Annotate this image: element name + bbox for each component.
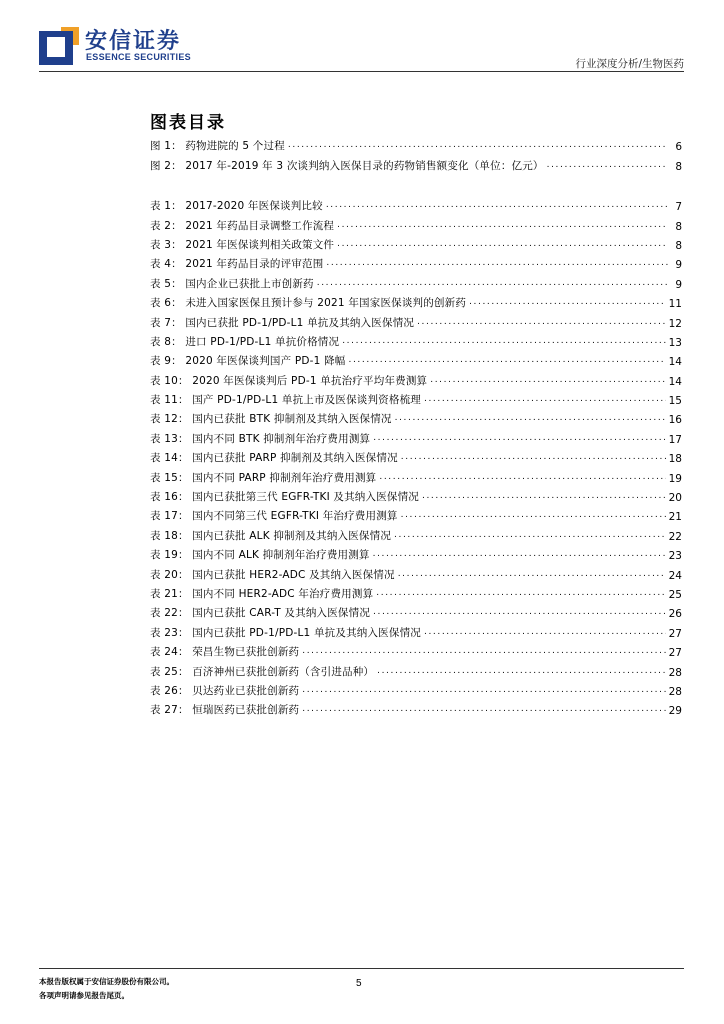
toc-entry-table-2[interactable]	[150, 213, 682, 232]
toc-entry-table-10[interactable]	[150, 368, 682, 387]
toc-entry-page: 23	[668, 550, 682, 563]
toc-entry-page: 9	[675, 278, 682, 291]
toc-entry-label: 表 14： 国内已获批 PARP 抑制剂及其纳入医保情况	[150, 452, 398, 465]
dot-leader	[373, 549, 666, 559]
toc-entry-table-22[interactable]	[150, 601, 682, 620]
dot-leader	[379, 472, 665, 482]
toc-entry-page: 25	[668, 588, 682, 601]
toc-entry-table-4[interactable]	[150, 252, 682, 271]
dot-leader	[424, 394, 666, 404]
toc-entry-label: 表 13： 国内不同 BTK 抑制剂年治疗费用测算	[150, 432, 371, 445]
toc-entry-page: 29	[668, 705, 682, 718]
report-category: 行业深度分析/生物医药	[575, 58, 684, 70]
header-divider	[39, 71, 684, 72]
toc-entry-table-23[interactable]	[150, 620, 682, 639]
toc-list	[150, 134, 682, 717]
toc-entry-page: 8	[675, 160, 682, 173]
toc-entry-table-8[interactable]	[150, 330, 682, 349]
toc-entry-table-24[interactable]	[150, 640, 682, 659]
toc-entry-page: 11	[668, 298, 682, 311]
toc-entry-table-15[interactable]	[150, 465, 682, 484]
toc-entry-label: 表 2： 2021 年药品目录调整工作流程	[150, 219, 335, 232]
dot-leader	[417, 317, 666, 327]
toc-entry-table-13[interactable]	[150, 426, 682, 445]
toc-entry-label: 表 1： 2017-2020 年医保谈判比较	[150, 200, 323, 213]
toc-entry-page: 28	[668, 666, 682, 679]
toc-entry-page: 19	[668, 472, 682, 485]
toc-entry-label: 表 9： 2020 年医保谈判国产 PD-1 降幅	[150, 355, 346, 368]
dot-leader	[302, 685, 665, 695]
toc-entry-table-17[interactable]	[150, 504, 682, 523]
toc-entry-label: 表 6： 未进入国家医保且预计参与 2021 年国家医保谈判的创新药	[150, 297, 467, 310]
toc-entry-table-3[interactable]	[150, 233, 682, 252]
toc-entry-page: 8	[675, 239, 682, 252]
dot-leader	[422, 491, 666, 501]
toc-entry-page: 27	[668, 647, 682, 660]
toc-entry-table-11[interactable]	[150, 388, 682, 407]
dot-leader	[469, 297, 666, 307]
toc-entry-label: 表 3： 2021 年医保谈判相关政策文件	[150, 238, 335, 251]
dot-leader	[398, 569, 666, 579]
toc-entry-figure-1[interactable]	[150, 134, 682, 153]
toc-entry-table-1[interactable]	[150, 194, 682, 213]
toc-entry-label: 表 26： 贝达药业已获批创新药	[150, 684, 300, 697]
toc-entry-page: 20	[668, 492, 682, 505]
toc-title: 图表目录	[150, 113, 226, 133]
toc-entry-page: 22	[668, 530, 682, 543]
toc-entry-page: 13	[668, 336, 682, 349]
toc-entry-label: 图 1： 药物进院的 5 个过程	[150, 140, 285, 153]
toc-entry-table-12[interactable]	[150, 407, 682, 426]
dot-leader	[394, 530, 666, 540]
toc-entry-label: 表 22： 国内已获批 CAR-T 及其纳入医保情况	[150, 607, 371, 620]
toc-entry-label: 表 24： 荣昌生物已获批创新药	[150, 646, 300, 659]
dot-leader	[430, 375, 665, 385]
toc-entry-page: 17	[668, 433, 682, 446]
toc-entry-table-19[interactable]	[150, 543, 682, 562]
toc-entry-label: 表 19： 国内不同 ALK 抑制剂年治疗费用测算	[150, 549, 370, 562]
toc-entry-table-5[interactable]	[150, 271, 682, 290]
essence-securities-logo-icon	[39, 27, 79, 65]
toc-entry-table-14[interactable]	[150, 446, 682, 465]
toc-entry-page: 8	[675, 220, 682, 233]
toc-entry-page: 26	[668, 608, 682, 621]
toc-entry-table-25[interactable]	[150, 659, 682, 678]
dot-leader	[401, 452, 666, 462]
toc-entry-page: 21	[668, 511, 682, 524]
disclaimer-notice: 各项声明请参见报告尾页。	[39, 991, 129, 1000]
dot-leader	[395, 413, 666, 423]
dot-leader	[288, 140, 668, 150]
toc-entry-page: 12	[668, 317, 682, 330]
toc-entry-label: 表 7： 国内已获批 PD-1/PD-L1 单抗及其纳入医保情况	[150, 316, 415, 329]
toc-entry-label: 图 2： 2017 年-2019 年 3 次谈判纳入医保目录的药物销售额变化（单位：亿元）	[150, 159, 544, 172]
toc-entry-label: 表 20： 国内已获批 HER2-ADC 及其纳入医保情况	[150, 568, 395, 581]
toc-entry-table-21[interactable]	[150, 582, 682, 601]
page-number: 5	[356, 978, 362, 989]
dot-leader	[342, 336, 665, 346]
toc-entry-table-18[interactable]	[150, 523, 682, 542]
company-logo-english: ESSENCE SECURITIES	[86, 52, 191, 62]
footer-divider	[39, 968, 684, 969]
toc-entry-table-27[interactable]	[150, 698, 682, 717]
dot-leader	[302, 704, 665, 714]
toc-entry-label: 表 18： 国内已获批 ALK 抑制剂及其纳入医保情况	[150, 529, 392, 542]
toc-entry-page: 16	[668, 414, 682, 427]
toc-entry-label: 表 8： 进口 PD-1/PD-L1 单抗价格情况	[150, 335, 340, 348]
dot-leader	[348, 355, 665, 365]
toc-entry-page: 18	[668, 453, 682, 466]
dot-leader	[424, 627, 666, 637]
toc-entry-table-9[interactable]	[150, 349, 682, 368]
toc-entry-page: 9	[675, 259, 682, 272]
toc-entry-label: 表 11： 国产 PD-1/PD-L1 单抗上市及医保谈判资格梳理	[150, 394, 421, 407]
dot-leader	[302, 646, 665, 656]
dot-leader	[377, 666, 665, 676]
toc-entry-table-7[interactable]	[150, 310, 682, 329]
dot-leader	[317, 278, 668, 288]
toc-entry-page: 27	[668, 627, 682, 640]
toc-entry-table-20[interactable]	[150, 562, 682, 581]
dot-leader	[337, 239, 668, 249]
toc-entry-page: 6	[675, 141, 682, 154]
dot-leader	[547, 160, 668, 170]
toc-entry-figure-2[interactable]	[150, 153, 682, 172]
toc-entry-label: 表 27： 恒瑞医药已获批创新药	[150, 704, 300, 717]
copyright-notice: 本报告版权属于安信证券股份有限公司。	[39, 977, 174, 986]
toc-entry-label: 表 4： 2021 年药品目录的评审范围	[150, 258, 324, 271]
toc-entry-label: 表 25： 百济神州已获批创新药（含引进品种）	[150, 665, 375, 678]
toc-entry-page: 14	[668, 375, 682, 388]
toc-entry-page: 24	[668, 569, 682, 582]
dot-leader	[326, 200, 668, 210]
dot-leader	[337, 220, 668, 230]
dot-leader	[401, 510, 666, 520]
toc-entry-page: 15	[668, 395, 682, 408]
toc-entry-label: 表 21： 国内不同 HER2-ADC 年治疗费用测算	[150, 587, 374, 600]
toc-entry-page: 7	[675, 201, 682, 214]
page-header	[0, 0, 724, 72]
toc-entry-table-16[interactable]	[150, 485, 682, 504]
toc-entry-label: 表 15： 国内不同 PARP 抑制剂年治疗费用测算	[150, 471, 377, 484]
toc-entry-label: 表 5： 国内企业已获批上市创新药	[150, 277, 314, 290]
toc-entry-label: 表 16： 国内已获批第三代 EGFR-TKI 及其纳入医保情况	[150, 491, 420, 504]
toc-entry-label: 表 10： 2020 年医保谈判后 PD-1 单抗治疗平均年费测算	[150, 374, 428, 387]
toc-entry-page: 14	[668, 356, 682, 369]
dot-leader	[373, 607, 666, 617]
toc-entry-table-6[interactable]	[150, 291, 682, 310]
toc-entry-label: 表 17： 国内不同第三代 EGFR-TKI 年治疗费用测算	[150, 510, 398, 523]
toc-entry-label: 表 12： 国内已获批 BTK 抑制剂及其纳入医保情况	[150, 413, 392, 426]
dot-leader	[373, 433, 665, 443]
dot-leader	[376, 588, 665, 598]
toc-entry-table-26[interactable]	[150, 679, 682, 698]
toc-entry-label: 表 23： 国内已获批 PD-1/PD-L1 单抗及其纳入医保情况	[150, 626, 421, 639]
dot-leader	[326, 258, 668, 268]
company-logo-text: 安信证券	[85, 29, 182, 54]
toc-entry-page: 28	[668, 685, 682, 698]
